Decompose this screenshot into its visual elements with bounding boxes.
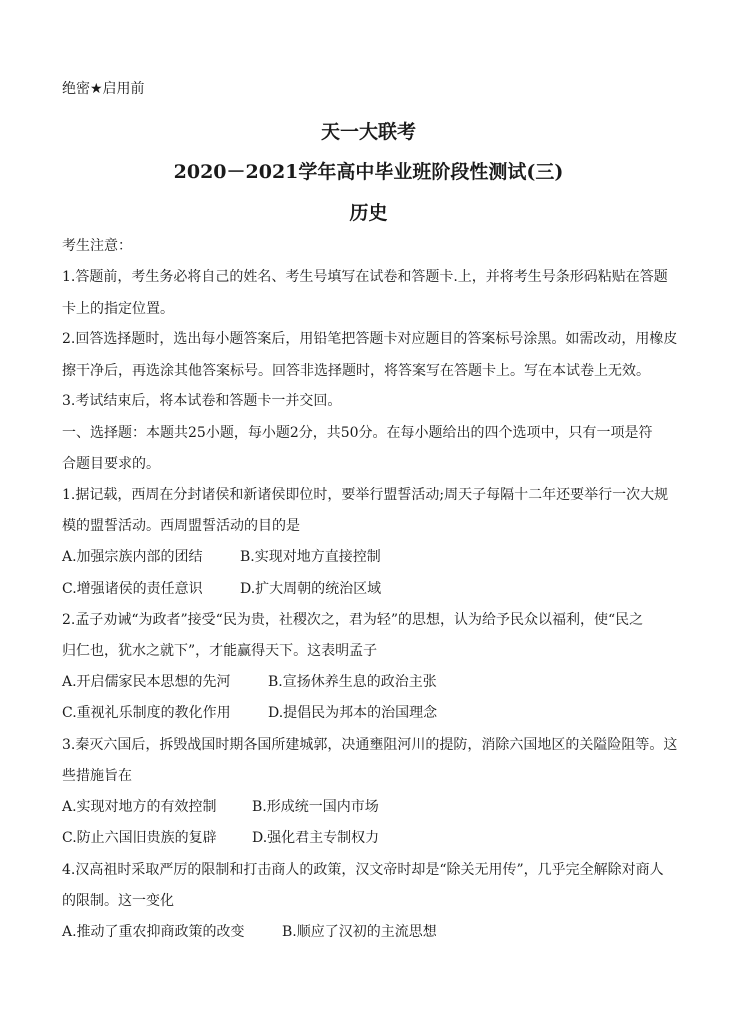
q1-options-row-2 <box>62 580 382 598</box>
q2-options-row-1 <box>62 673 437 691</box>
q2-stem-line-2: 归仁也，犹水之就下”，才能赢得天下。这表明孟子 <box>62 643 378 659</box>
q3-options-row-1 <box>62 798 379 816</box>
q2-option-a: A.开启儒家民本思想的先河 <box>62 674 231 690</box>
q2-option-d: D.提倡民为邦本的治国理念 <box>268 705 438 721</box>
q1-stem-line-1: 1.据记载，西周在分封诸侯和新诸侯即位时，要举行盟誓活动;周天子每隔十二年还要举行一次大规 <box>62 487 669 503</box>
section-line-1: 一、选择题：本题共25小题，每小题2分，共50分。在每小题给出的四个选项中，只有一项是符 <box>62 425 653 441</box>
confidential-label: 绝密★启用前 <box>62 81 145 97</box>
notice-item-2-line-1: 2.回答选择题时，选出每小题答案后，用铅笔把答题卡对应题目的答案标号涂黑。如需改动，用橡皮 <box>62 331 678 347</box>
notice-item-1-line-1: 1.答题前，考生务必将自己的姓名、考生号填写在试卷和答题卡.上，并将考生号条形码粘贴在答题 <box>62 269 668 285</box>
q3-option-d: D.强化君主专制权力 <box>252 830 380 846</box>
q3-stem-line-1: 3.秦灭六国后，拆毁战国时期各国所建城郭，决通壅阻河川的提防，消除六国地区的关隘险阻等。这 <box>62 737 678 753</box>
q2-stem-line-1: 2.孟子劝诫“为政者”接受“民为贵，社稷次之，君为轻”的思想，认为给予民众以福利，使“民之 <box>62 612 644 628</box>
q2-options-row-2 <box>62 704 438 722</box>
q4-option-a: A.推动了重农抑商政策的改变 <box>62 924 245 940</box>
q1-option-b: B.实现对地方直接控制 <box>240 549 381 565</box>
org-title: 天一大联考 <box>320 121 416 143</box>
q4-options-row-1 <box>62 923 437 941</box>
q3-option-a: A.实现对地方的有效控制 <box>62 799 217 815</box>
q2-option-b: B.宣扬休养生息的政治主张 <box>268 674 437 690</box>
notice-heading: 考生注意： <box>62 238 132 254</box>
q1-option-c: C.增强诸侯的责任意识 <box>62 581 203 597</box>
q2-option-c: C.重视礼乐制度的教化作用 <box>62 705 231 721</box>
q1-option-a: A.加强宗族内部的团结 <box>62 549 203 565</box>
notice-item-1-line-2: 卡上的指定位置。 <box>62 301 174 317</box>
q4-option-b: B.顺应了汉初的主流思想 <box>282 924 437 940</box>
subject-title: 历史 <box>349 202 388 224</box>
q4-stem-line-2: 的限制。这一变化 <box>62 893 174 909</box>
q3-options-row-2 <box>62 829 380 847</box>
q1-option-d: D.扩大周朝的统治区域 <box>240 581 382 597</box>
q1-options-row-1 <box>62 548 381 566</box>
notice-item-3-line-1: 3.考试结束后，将本试卷和答题卡一并交回。 <box>62 393 342 409</box>
q3-option-c: C.防止六国旧贵族的复辟 <box>62 830 217 846</box>
q3-option-b: B.形成统一国内市场 <box>252 799 379 815</box>
section-line-2: 合题目要求的。 <box>62 456 160 472</box>
q1-stem-line-2: 模的盟誓活动。西周盟誓活动的目的是 <box>62 518 300 534</box>
q3-stem-line-2: 些措施旨在 <box>62 768 132 784</box>
exam-title: 2020－2021学年高中毕业班阶段性测试(三) <box>173 161 564 183</box>
q4-stem-line-1: 4.汉高祖时采取严厉的限制和打击商人的政策，汉文帝时却是“除关无用传”，几乎完全解除对商人 <box>62 862 664 878</box>
notice-item-2-line-2: 擦干净后，再选涂其他答案标号。回答非选择题时，将答案写在答题卡上。写在本试卷上无效。 <box>62 363 650 379</box>
